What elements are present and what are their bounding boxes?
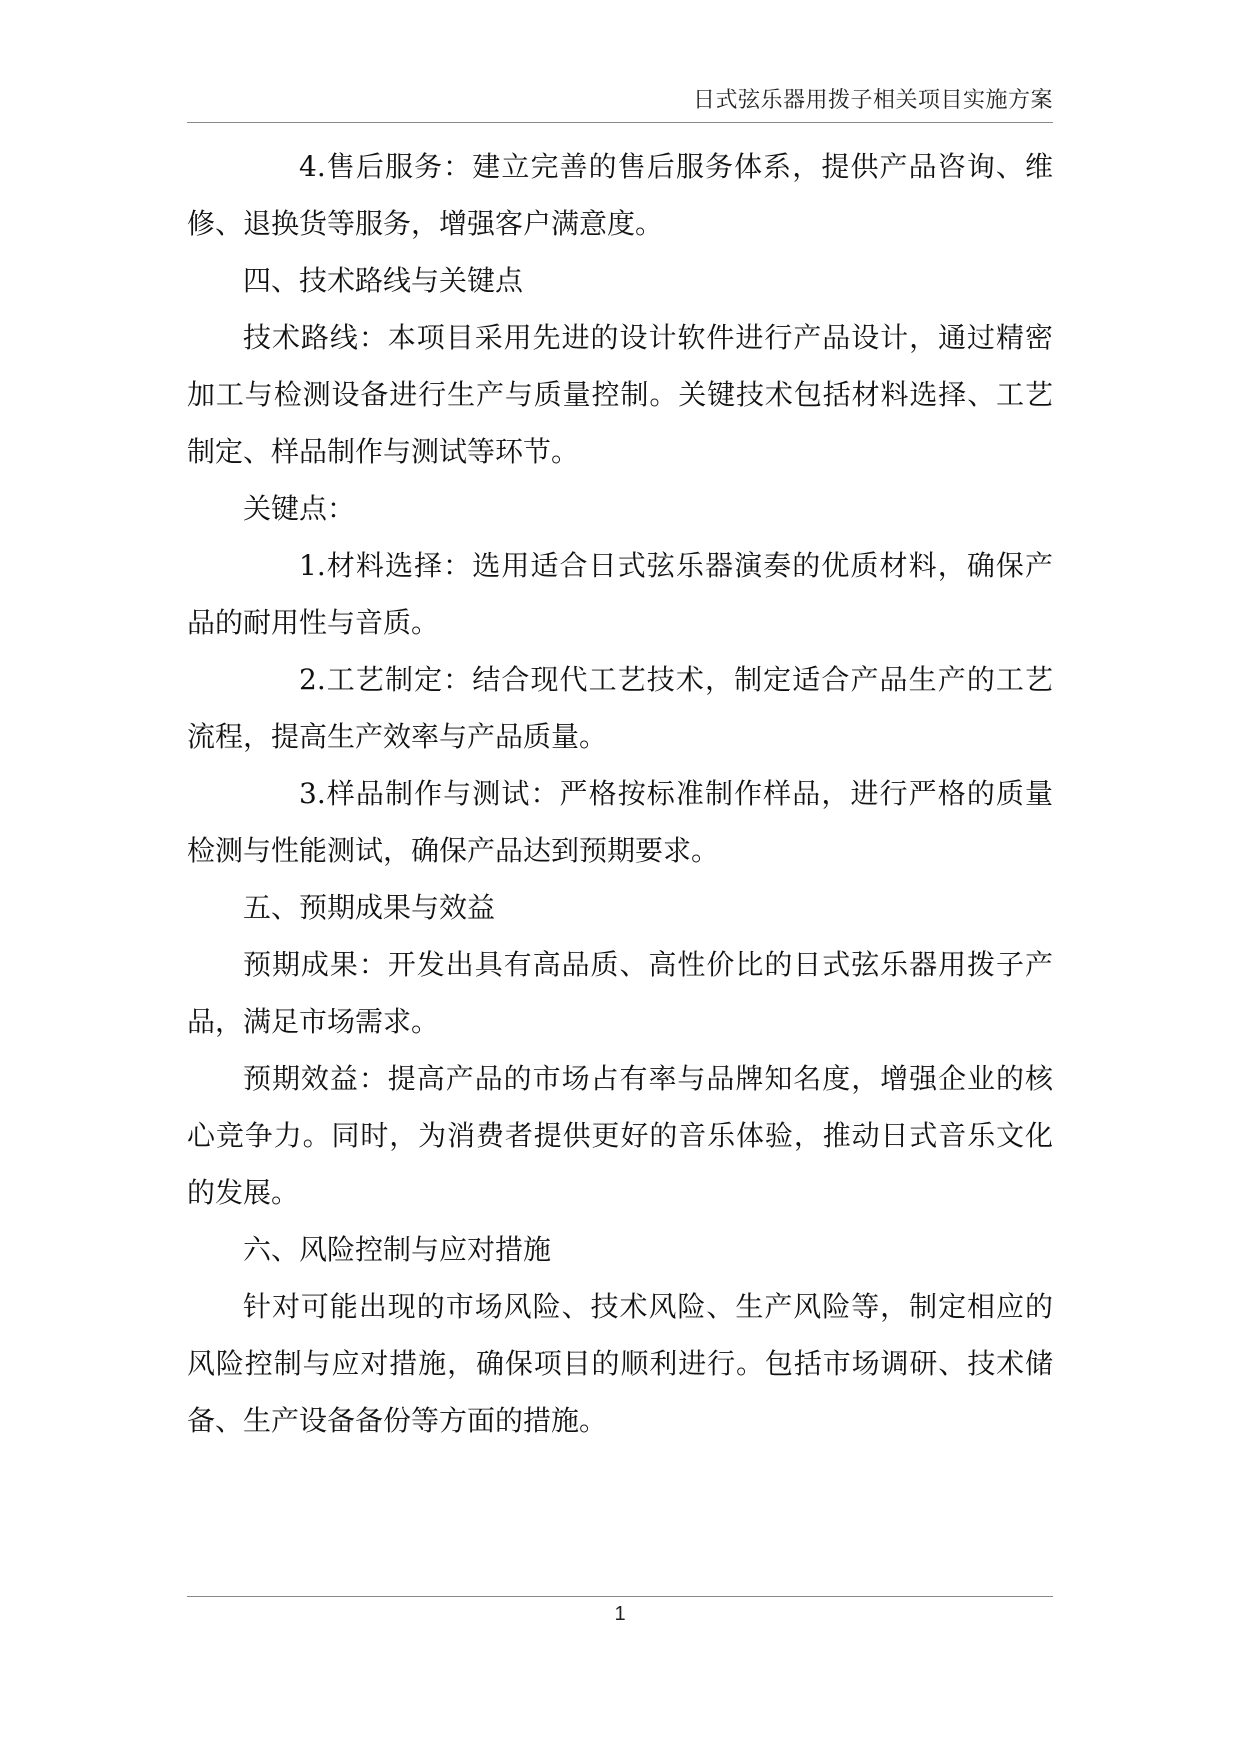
- paragraph-risk-control: 针对可能出现的市场风险、技术风险、生产风险等，制定相应的风险控制与应对措施，确保项目的顺利进行。包括市场调研、技术储备、生产设备备份等方面的措施。: [187, 1290, 1053, 1437]
- page-footer: [187, 1596, 1053, 1637]
- paragraph-key-points-label: 关键点：: [243, 492, 356, 525]
- paragraph-expected-results: 预期成果：开发出具有高品质、高性价比的日式弦乐器用拨子产品，满足市场需求。: [187, 948, 1053, 1038]
- page-number: 1: [614, 1603, 626, 1625]
- section-heading-expected-results: 五、预期成果与效益: [243, 891, 496, 924]
- paragraph-expected-benefits: 预期效益：提高产品的市场占有率与品牌知名度，增强企业的核心竞争力。同时，为消费者提供更好的音乐体验，推动日式音乐文化的发展。: [187, 1062, 1053, 1209]
- document-body: [187, 138, 1053, 1449]
- section-heading-tech-route: 四、技术路线与关键点: [243, 264, 524, 297]
- list-item-sample-testing: 3.样品制作与测试：严格按标准制作样品，进行严格的质量检测与性能测试，确保产品达到预期要求。: [187, 777, 1053, 867]
- page-header: [187, 82, 1053, 123]
- list-item-material: 1.材料选择：选用适合日式弦乐器演奏的优质材料，确保产品的耐用性与音质。: [187, 549, 1053, 639]
- header-title: 日式弦乐器用拨子相关项目实施方案: [692, 88, 1053, 113]
- paragraph-after-sales: 4.售后服务：建立完善的售后服务体系，提供产品咨询、维修、退换货等服务，增强客户满意度。: [187, 150, 1053, 240]
- section-heading-risk-control: 六、风险控制与应对措施: [243, 1233, 552, 1266]
- paragraph-tech-route: 技术路线：本项目采用先进的设计软件进行产品设计，通过精密加工与检测设备进行生产与质量控制。关键技术包括材料选择、工艺制定、样品制作与测试等环节。: [187, 321, 1053, 468]
- list-item-process: 2.工艺制定：结合现代工艺技术，制定适合产品生产的工艺流程，提高生产效率与产品质量。: [187, 663, 1053, 753]
